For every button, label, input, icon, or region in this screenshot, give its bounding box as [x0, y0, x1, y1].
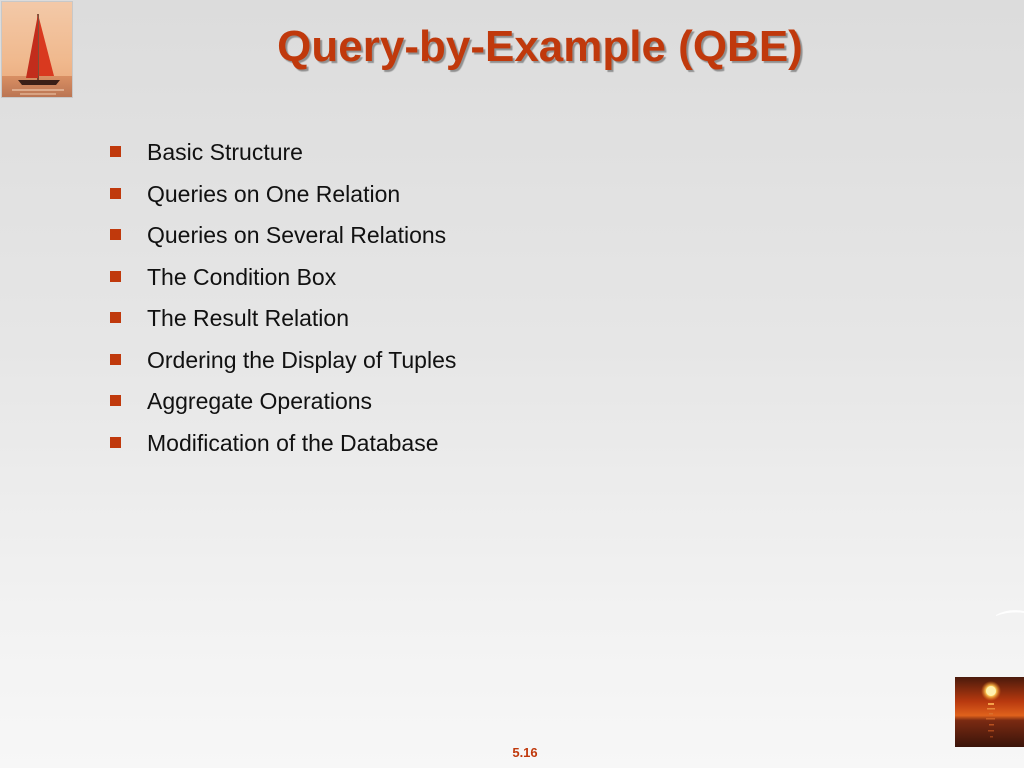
- page-title: Query-by-Example (QBE): [277, 22, 803, 71]
- square-bullet-icon: [110, 354, 121, 365]
- swoosh-decoration-icon: [996, 605, 1024, 615]
- square-bullet-icon: [110, 437, 121, 448]
- list-item-text: Ordering the Display of Tuples: [147, 346, 457, 373]
- list-item-text: The Result Relation: [147, 305, 349, 331]
- square-bullet-icon: [110, 146, 121, 157]
- list-item-text: Basic Structure: [147, 139, 303, 165]
- sunset-logo-icon: [955, 677, 1024, 747]
- page-number: 5.16: [512, 745, 538, 760]
- square-bullet-icon: [110, 312, 121, 323]
- square-bullet-icon: [110, 188, 121, 199]
- list-item-text: Modification of the Database: [147, 429, 439, 456]
- list-item-text: Queries on One Relation: [147, 180, 401, 207]
- list-item-text: The Condition Box: [147, 263, 337, 290]
- square-bullet-icon: [110, 229, 121, 240]
- square-bullet-icon: [110, 271, 121, 282]
- square-bullet-icon: [110, 395, 121, 406]
- list-item-text: Aggregate Operations: [147, 388, 373, 414]
- list-item-text: Queries on Several Relations: [147, 222, 447, 248]
